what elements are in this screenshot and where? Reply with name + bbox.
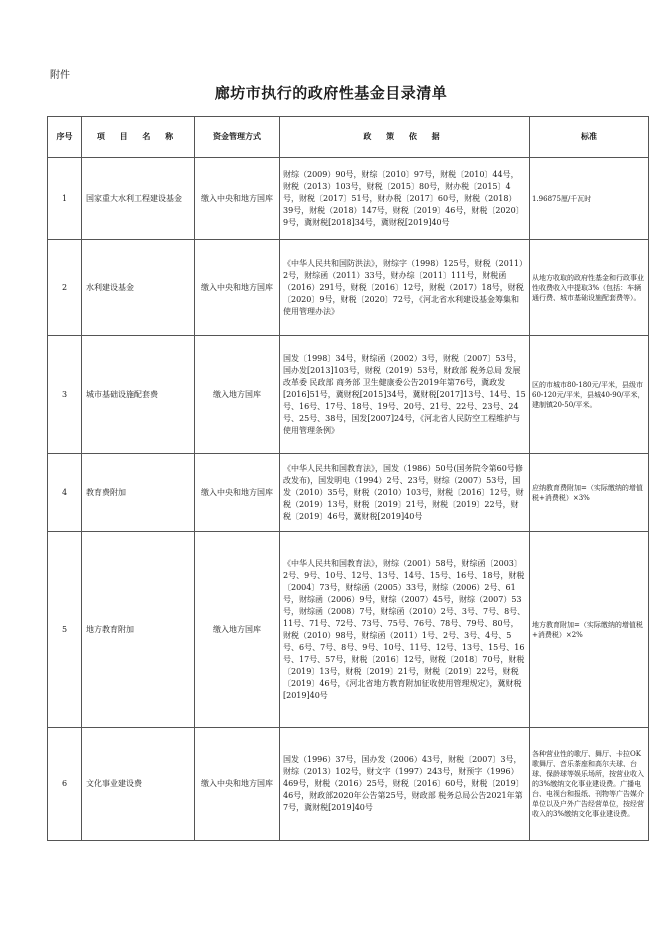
header-policy: 政 策 依 据 [280, 117, 530, 158]
row-seq: 3 [48, 336, 82, 454]
table-row [48, 240, 649, 336]
row-name: 水利建设基金 [82, 240, 195, 336]
row-seq: 2 [48, 240, 82, 336]
header-standard: 标准 [530, 117, 649, 158]
attachment-label: 附件 [50, 70, 70, 81]
row-policy: 《中华人民共和国教育法》，财综（2001）58号，财综函〔2003〕2号、9号、10号、12号、13号、14号、15号、16号、18号，财税〔2004〕73号，财综函（2005）33号，财综（2006）2号、61号，财综函（2006）9号，财综（2007）45号，财综（2007）53号，财综函（2008）7号，财综函（2010）2号、3号、7号、8号、11号、71号、72号、73号、75号、76号、78号、79号、80号，财税（2010）98号，财综函（2011）1号、2号、3号、4号、5号、6号、7号、8号、9号、10号、11号、12号、13号、15号、16号、17号、57号，财税〔2016〕12号，财税〔2018〕70号，财税〔2019〕13号，财税〔2019〕21号，财税〔2019〕22号，财税〔2019〕46号，《河北省地方教育附加征收使用管理规定》，冀财税[2019]40号 [280, 532, 530, 728]
row-fund: 缴入地方国库 [195, 336, 280, 454]
row-policy: 国发（1996）37号，国办发（2006）43号，财税〔2007〕3号，财综（2013）102号，财文字（1997）243号，财预字（1996）469号，财税（2016）25号，财税〔2016〕60号，财税〔2019〕46号，财政部2020年公告第25号，财政部 税务总局公告2021年第7号，冀财税[2019]40号 [280, 728, 530, 841]
row-standard: 各种营业性的歌厅、舞厅、卡拉OK歌舞厅、音乐茶座和高尔夫球、台球、保龄球等娱乐场所，按营业收入的3%缴纳文化事业建设费。广播电台、电视台和报纸、刊物等广告媒介单位以及户外广告经营单位，按经营收入的3%缴纳文化事业建设费。 [530, 728, 649, 841]
fund-table [47, 116, 649, 841]
row-seq: 6 [48, 728, 82, 841]
row-policy: 财综（2009）90号，财综〔2010〕97号，财税〔2010〕44号，财税（2013）103号，财税〔2015〕80号，财办税〔2015〕4号，财税〔2017〕51号，财办税〔2017〕60号，财税（2018）39号，财税（2018）147号，财税〔2019〕46号，财税〔2020〕9号，冀财税[2018]34号，冀财税[2019]40号 [280, 158, 530, 240]
table-row [48, 454, 649, 532]
header-name: 项 目 名 称 [82, 117, 195, 158]
row-standard: 1.96875厘/千瓦时 [530, 158, 649, 240]
row-name: 地方教育附加 [82, 532, 195, 728]
table-row [48, 158, 649, 240]
row-fund: 缴入中央和地方国库 [195, 454, 280, 532]
row-name: 城市基础设施配套费 [82, 336, 195, 454]
row-name: 文化事业建设费 [82, 728, 195, 841]
row-seq: 5 [48, 532, 82, 728]
row-standard: 应纳教育费附加=（实际缴纳的增值税+消费税）×3% [530, 454, 649, 532]
table-row [48, 532, 649, 728]
row-fund: 缴入中央和地方国库 [195, 240, 280, 336]
row-policy: 《中华人民共和国防洪法》，财综字（1998）125号，财税（2011）2号，财综函（2011）33号，财办综〔2011〕111号，财税函（2016）291号，财税〔2016〕12号，财税（2017）18号，财税〔2020〕9号，财税〔2020〕72号，《河北省水利建设基金筹集和使用管理办法》 [280, 240, 530, 336]
row-seq: 4 [48, 454, 82, 532]
row-fund: 缴入中央和地方国库 [195, 728, 280, 841]
row-name: 教育费附加 [82, 454, 195, 532]
row-name: 国家重大水利工程建设基金 [82, 158, 195, 240]
row-fund: 缴入中央和地方国库 [195, 158, 280, 240]
row-standard: 地方教育附加=（实际缴纳的增值税+消费税）×2% [530, 532, 649, 728]
header-seq: 序号 [48, 117, 82, 158]
row-seq: 1 [48, 158, 82, 240]
table-row [48, 728, 649, 841]
row-policy: 国发〔1998〕34号，财综函（2002）3号，财税〔2007〕53号，国办发[2013]103号，财税（2019）53号，财政部 税务总局 发展改革委 民政部 商务部 卫生健康委公告2019年第76号，冀政发[2016]51号，冀财税[2015]34号，冀财税[2017]13号、14号、15号、16号、17号、18号、19号、20号、21号、22号、23号、24号、25号、38号，国发[2007]24号，《河北省人民防空工程维护与使用管理条例》 [280, 336, 530, 454]
row-policy: 《中华人民共和国教育法》，国发（1986）50号(国务院令第60号修改发布)，国发明电（1994）2号、23号，财综（2007）53号，国发（2010）35号，财税（2010）103号，财税〔2016〕12号，财税（2019）13号，财税〔2019〕21号，财税〔2019〕22号，财税〔2019〕46号，冀财税[2019]40号 [280, 454, 530, 532]
table-header-row [48, 117, 649, 158]
table-row [48, 336, 649, 454]
row-standard: 区的市城市80-180元/平米，县级市60-120元/平米，县城40-90/平米，建制镇20-50/平米。 [530, 336, 649, 454]
page-title: 廊坊市执行的政府性基金目录清单 [214, 84, 448, 102]
row-standard: 从地方收取的政府性基金和行政事业性收费收入中提取3%（包括：车辆通行费、城市基础设施配套费等）。 [530, 240, 649, 336]
row-fund: 缴入地方国库 [195, 532, 280, 728]
header-fund: 资金管理方式 [195, 117, 280, 158]
